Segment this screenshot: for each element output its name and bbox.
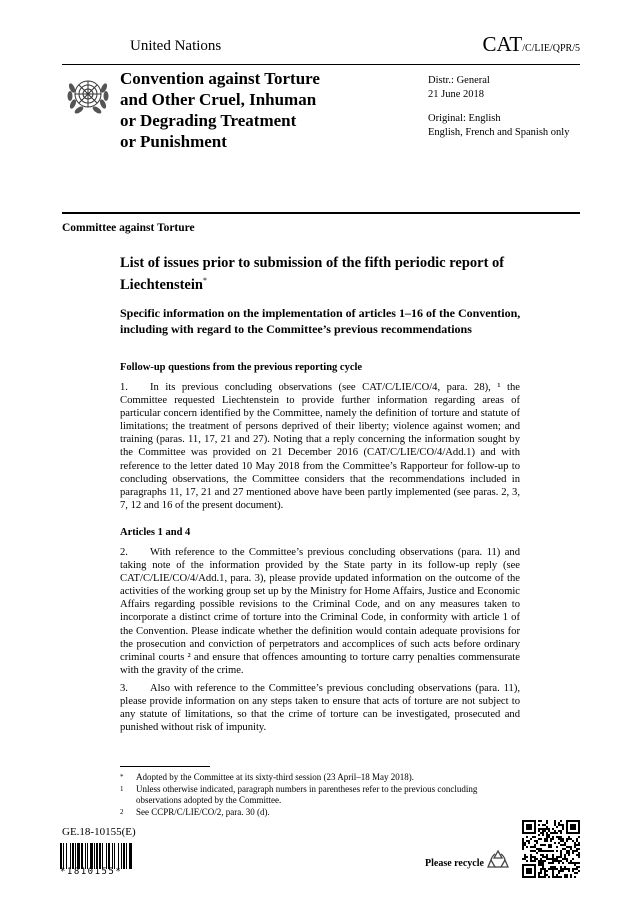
section-heading-followup: Follow-up questions from the previous reporting cycle (120, 362, 363, 373)
paragraph-text: With reference to the Committee’s previous concluding observations (para. 11) and taking note of the information provided by the State party in its follow-up reply (see CAT/C/LIE/CO/4/Add.1, para. 3), please provide updated information on the outcome of the activities of the working group set up by the Ministry for Home Affairs, Justice and Economic Affairs regarding possible revisions to the Criminal Code, and on any measures taken to incorporate a distinct crime of torture into the Criminal Code, in conformity with article 1 of the Convention. Please indicate whether the definition would contain adequate provisions for the prosecution and conviction of perpetrators and accomplices of such acts before ordinary criminal courts ² and ensure that offences amounting to torture carry penalties commensurate with the gravity of the crime. (120, 547, 520, 676)
footnote-text: Unless otherwise indicated, paragraph numbers in parentheses refer to the previous concluding observations adopted by the Committee. (136, 783, 478, 805)
heading-footnote-mark: * (202, 276, 207, 285)
paragraph-number: 2. (120, 547, 128, 558)
issue-date: 21 June 2018 (428, 89, 484, 100)
recycle-text: Please recycle (425, 858, 484, 869)
paragraph-2 (120, 546, 520, 677)
document-symbol (483, 32, 580, 57)
footnote-text: See CCPR/C/LIE/CO/2, para. 30 (d). (136, 806, 270, 817)
title-line: or Punishment (120, 132, 227, 151)
title-line: and Other Cruel, Inhuman (120, 90, 317, 109)
recycle-icon (486, 848, 510, 872)
footnotes (120, 772, 520, 818)
title-line: Convention against Torture (120, 69, 320, 88)
footnote-mark: 2 (120, 807, 124, 816)
barcode-icon (60, 843, 158, 869)
symbol-sub: /C/LIE/QPR/5 (522, 43, 580, 54)
original-language: Original: English (428, 113, 501, 124)
footnote-mark: 1 (120, 784, 124, 793)
paragraph-number: 1. (120, 382, 128, 393)
title-line: or Degrading Treatment (120, 111, 297, 130)
paragraph-number: 3. (120, 683, 128, 694)
footnote-mark: * (120, 773, 124, 781)
organization-name: United Nations (130, 38, 222, 54)
footnote (120, 784, 520, 807)
paragraph-text: Also with reference to the Committee’s previous concluding observations (para. 11), please provide information on any steps taken to ensure that acts of torture are not subject to any statute of limitations, so that the crime of torture can be investigated, prosecuted and punished without risk of impunity. (120, 683, 520, 734)
committee-name: Committee against Torture (62, 222, 195, 234)
paragraph-1 (120, 381, 520, 512)
paragraph-text: In its previous concluding observations (see CAT/C/LIE/CO/4, para. 28), ¹ the Committee requested Liechtenstein to provide further information regarding areas of particular concern identified by the Committee, namely the definition of torture and statute of limitations; the treatment of persons deprived of their liberty; violence against women; and training (paras. 11, 17, 21 and 27). Noting that a reply concerning the information sought by the Committee was provided on 21 December 2016 (CAT/C/LIE/CO/4/Add.1) and with reference to the letter dated 10 May 2018 from the Committee’s Rapporteur for follow-up to concluding observations, the Committee considers that the recommendations included in paragraphs 11, 17, 21 and 27 mentioned above have been partly implemented (see paras. 2, 3, 7, 12 and 16 of the present document). (120, 382, 520, 511)
barcode-number: *1810155* (60, 867, 123, 877)
footnote (120, 807, 520, 819)
footnote (120, 772, 520, 784)
footnote-rule (120, 766, 210, 767)
subheading: Specific information on the implementation of articles 1–16 of the Convention, including with regard to the Committee’s previous recommendations (120, 306, 521, 336)
languages: English, French and Spanish only (428, 127, 570, 138)
paragraph-3 (120, 682, 520, 734)
distribution-info (428, 74, 569, 140)
un-emblem-icon (64, 70, 112, 118)
header-rule (62, 64, 580, 65)
heading-text: List of issues prior to submission of the fifth periodic report of Liechtenstein (120, 255, 505, 293)
section-heading-articles: Articles 1 and 4 (120, 527, 191, 538)
footnote-text: Adopted by the Committee at its sixty-third session (23 April–18 May 2018). (136, 772, 414, 782)
qr-code-icon (522, 820, 580, 878)
title-rule (62, 212, 580, 214)
distribution: Distr.: General (428, 75, 490, 86)
document-heading (120, 255, 540, 294)
symbol-main: CAT (482, 32, 523, 56)
job-number: GE.18-10155(E) (62, 826, 136, 838)
convention-title (120, 68, 390, 152)
